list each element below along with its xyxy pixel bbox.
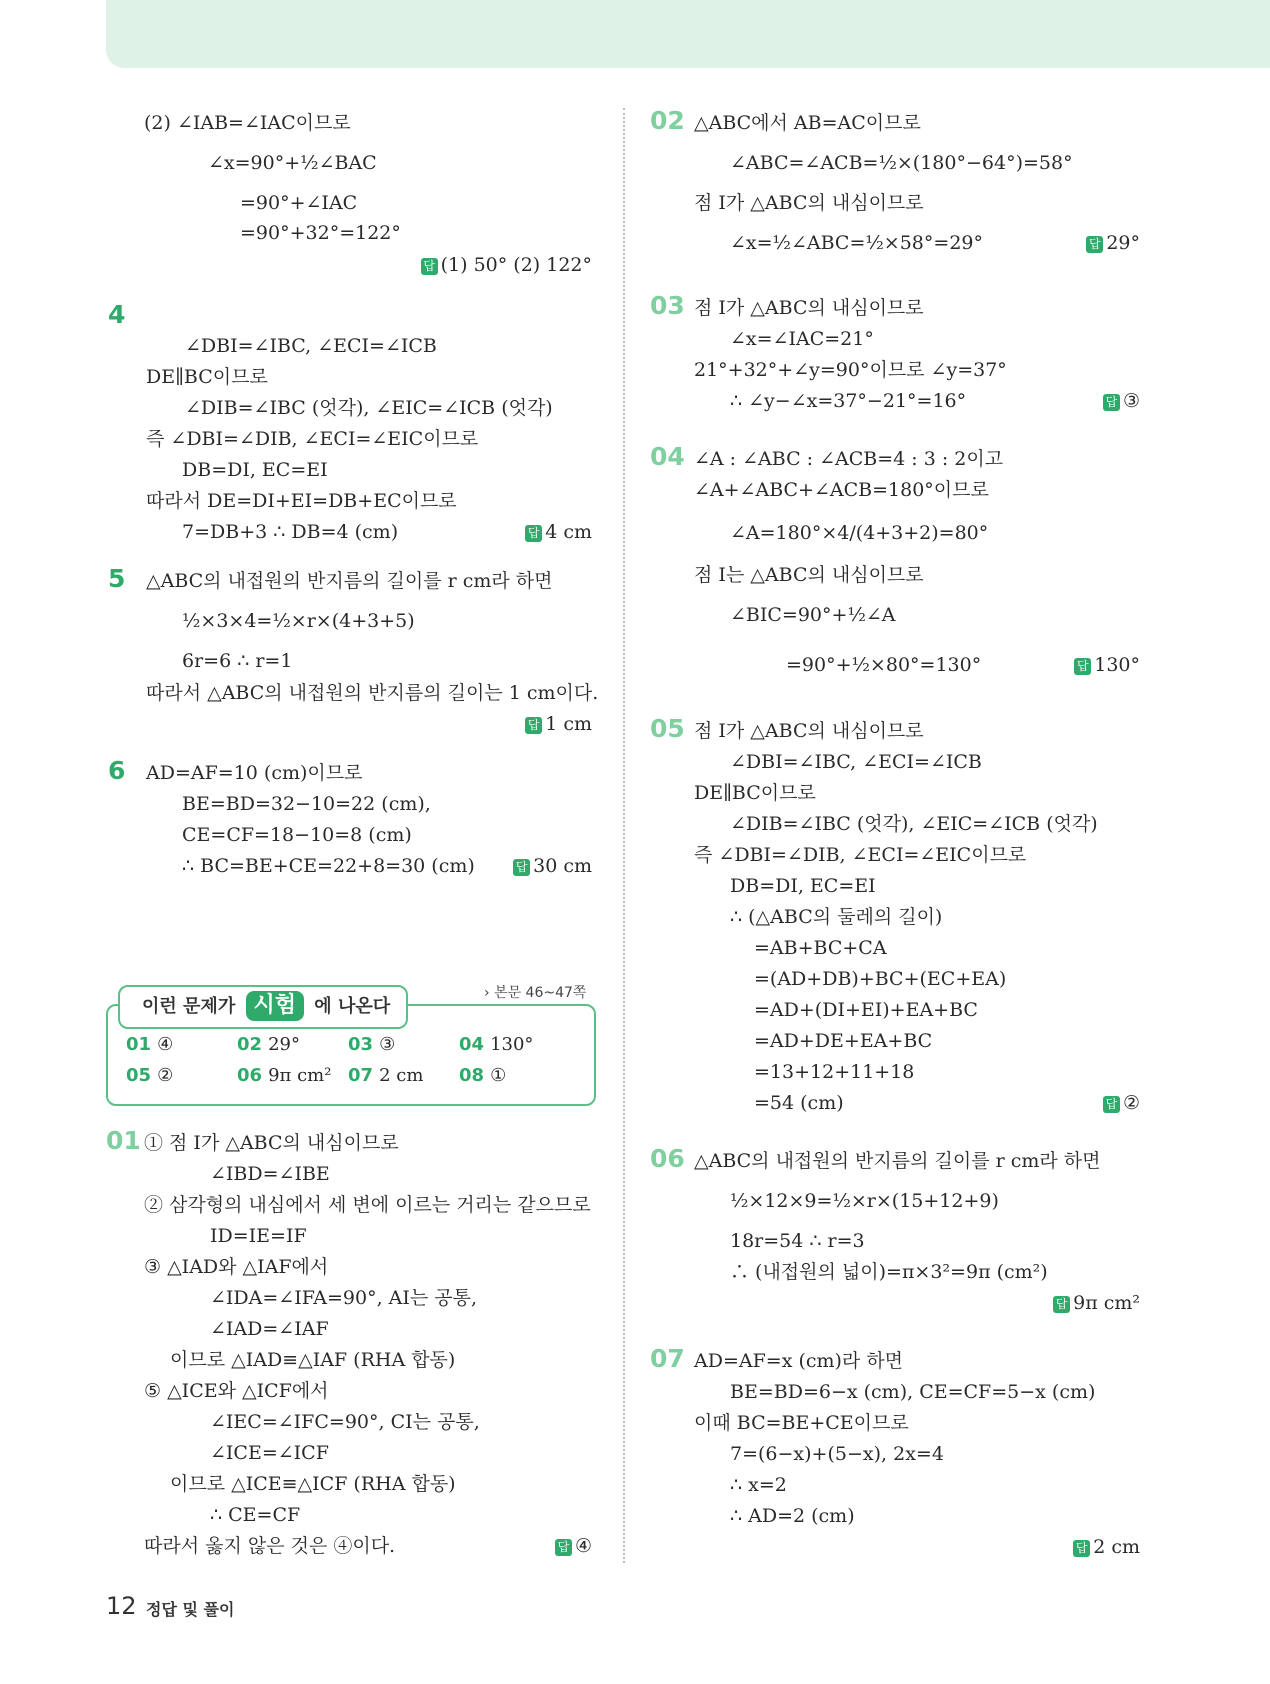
solution-line: 21°+32°+∠y=90°이므로 ∠y=37°	[694, 359, 1007, 381]
solution-line: BE=BD=6−x (cm), CE=CF=5−x (cm)	[730, 1381, 1096, 1403]
solution-line: ∴ BC=BE+CE=22+8=30 (cm)	[182, 855, 475, 877]
solution-line: ∠BIC=90°+½∠A	[730, 604, 896, 626]
answer-label	[1103, 388, 1140, 414]
solution-line: 이므로 △ICE≡△ICF (RHA 합동)	[170, 1473, 456, 1495]
test-answer-number: 07	[348, 1065, 374, 1086]
answer-icon: 답	[1074, 658, 1091, 675]
problem-number: 05	[650, 714, 685, 743]
answer-icon: 답	[1086, 236, 1103, 253]
solution-line: 즉 ∠DBI=∠DIB, ∠ECI=∠EIC이므로	[146, 428, 479, 450]
solution-line: =AB+BC+CA	[754, 937, 887, 959]
solution-line: ∠A+∠ABC+∠ACB=180°이므로	[694, 479, 989, 501]
answer-text: ④	[574, 1535, 592, 1557]
test-answer-cell	[348, 1065, 423, 1086]
solution-line: ∠IEC=∠IFC=90°, CI는 공통,	[210, 1411, 480, 1433]
solution-line: ∠x=90°+½∠BAC	[208, 152, 377, 174]
column-divider	[623, 108, 625, 1563]
answer-text: (1) 50° (2) 122°	[440, 254, 592, 276]
solution-line: =54 (cm)	[754, 1092, 844, 1114]
test-answer-cell	[237, 1034, 300, 1055]
answer-text: ③	[1122, 390, 1140, 412]
answer-text: 1 cm	[545, 713, 592, 735]
problem-number: 5	[108, 564, 126, 593]
solution-line: ∴ (내접원의 넓이)=π×3²=9π (cm²)	[730, 1261, 1048, 1283]
solution-line: ∴ AD=2 (cm)	[730, 1505, 855, 1527]
answer-icon: 답	[1053, 1296, 1070, 1313]
solution-line: ∠x=½∠ABC=½×58°=29°	[730, 232, 983, 254]
test-answer-cell	[348, 1034, 395, 1055]
solution-line: ∴ CE=CF	[210, 1504, 301, 1526]
problem-number: 04	[650, 442, 685, 471]
solution-line: 즉 ∠DBI=∠DIB, ∠ECI=∠EIC이므로	[694, 844, 1027, 866]
answer-icon: 답	[555, 1539, 572, 1556]
answer-label	[1086, 230, 1140, 256]
problem-number: 01	[106, 1126, 141, 1155]
solution-line: (2) ∠IAB=∠IAC이므로	[144, 112, 351, 134]
answer-label	[525, 519, 592, 545]
problem-number: 06	[650, 1144, 685, 1173]
answer-text: 9π cm²	[1073, 1292, 1140, 1314]
solution-line: ∠IBD=∠IBE	[210, 1163, 330, 1185]
answer-icon: 답	[525, 717, 542, 734]
test-title-highlight: 시험	[246, 991, 305, 1021]
solution-line: 7=DB+3 ∴ DB=4 (cm)	[182, 521, 399, 543]
problem-number: 02	[650, 106, 685, 135]
solution-line: DE∥BC이므로	[694, 782, 816, 804]
solution-line: ∠IAD=∠IAF	[210, 1318, 329, 1340]
answer-label	[555, 1533, 592, 1559]
solution-line: AD=AF=10 (cm)이므로	[146, 762, 363, 784]
answer-icon: 답	[421, 258, 438, 275]
solution-line: 18r=54 ∴ r=3	[730, 1230, 865, 1252]
problem-number: 6	[108, 756, 126, 785]
solution-line: 점 I는 △ABC의 내심이므로	[694, 564, 924, 586]
answer-icon: 답	[513, 859, 530, 876]
solution-line: ∠DIB=∠IBC (엇각), ∠EIC=∠ICB (엇각)	[185, 397, 553, 419]
test-box-title	[118, 985, 408, 1029]
answer-label	[1103, 1090, 1140, 1116]
solution-line: ⑤ △ICE와 △ICF에서	[144, 1380, 329, 1402]
solution-line: ∠ICE=∠ICF	[210, 1442, 329, 1464]
solution-line: =90°+½×80°=130°	[786, 654, 982, 676]
solution-line: ① 점 I가 △ABC의 내심이므로	[144, 1132, 399, 1154]
solution-line: DE∥BC이므로	[146, 366, 268, 388]
answer-icon: 답	[1103, 1096, 1120, 1113]
answer-text: 30 cm	[533, 855, 592, 877]
test-title-pre: 이런 문제가	[142, 996, 236, 1017]
answer-text: 130°	[1094, 654, 1140, 676]
answer-label	[525, 711, 592, 737]
test-answer-value: 130°	[490, 1034, 534, 1055]
solution-line: ③ △IAD와 △IAF에서	[144, 1256, 329, 1278]
answer-label	[1053, 1290, 1140, 1316]
solution-line: △ABC의 내접원의 반지름의 길이를 r cm라 하면	[146, 570, 553, 592]
footer-label: 정답 및 풀이	[146, 1600, 235, 1619]
top-banner	[106, 0, 1270, 68]
solution-line: 따라서 DE=DI+EI=DB+EC이므로	[146, 490, 457, 512]
solution-line: ID=IE=IF	[210, 1225, 307, 1247]
solution-line: ② 삼각형의 내심에서 세 변에 이르는 거리는 같으므로	[144, 1194, 591, 1216]
answer-text: ②	[1122, 1092, 1140, 1114]
answer-text: 29°	[1106, 232, 1140, 254]
test-answer-cell	[459, 1034, 533, 1055]
test-answer-value: 9π cm²	[268, 1065, 332, 1086]
answer-label	[421, 252, 592, 278]
problem-number: 4	[108, 300, 126, 329]
answer-icon: 답	[1103, 394, 1120, 411]
problem-number: 03	[650, 291, 685, 320]
test-answer-number: 01	[126, 1034, 152, 1055]
solution-line: ∴ x=2	[730, 1474, 787, 1496]
page-number: 12	[106, 1592, 137, 1620]
test-ref-text: 본문 46~47쪽	[494, 985, 587, 1001]
test-answer-value: 29°	[268, 1034, 300, 1055]
test-answer-value: ③	[379, 1034, 396, 1055]
solution-line: BE=BD=32−10=22 (cm),	[182, 793, 431, 815]
test-answer-cell	[126, 1034, 173, 1055]
solution-line: 점 I가 △ABC의 내심이므로	[694, 297, 924, 319]
solution-line: =(AD+DB)+BC+(EC+EA)	[754, 968, 1007, 990]
test-answer-number: 04	[459, 1034, 485, 1055]
solution-line: ∠DIB=∠IBC (엇각), ∠EIC=∠ICB (엇각)	[730, 813, 1098, 835]
test-answer-number: 05	[126, 1065, 152, 1086]
answer-label	[1073, 1534, 1140, 1560]
solution-line: ∴ ∠y−∠x=37°−21°=16°	[730, 390, 967, 412]
solution-line: △ABC의 내접원의 반지름의 길이를 r cm라 하면	[694, 1150, 1101, 1172]
solution-line: ∠A : ∠ABC : ∠ACB=4 : 3 : 2이고	[694, 448, 1004, 470]
solution-line: DB=DI, EC=EI	[730, 875, 876, 897]
answer-text: 2 cm	[1093, 1536, 1140, 1558]
solution-line: ∠IDA=∠IFA=90°, AI는 공통,	[210, 1287, 478, 1309]
test-answer-number: 02	[237, 1034, 263, 1055]
test-answer-value: ②	[157, 1065, 174, 1086]
solution-line: ∠x=∠IAC=21°	[730, 328, 874, 350]
answer-icon: 답	[525, 525, 542, 542]
answer-label	[1074, 652, 1140, 678]
test-answer-value: ①	[490, 1065, 507, 1086]
solution-line: 따라서 옳지 않은 것은 ④이다.	[144, 1535, 396, 1557]
solution-line: 7=(6−x)+(5−x), 2x=4	[730, 1443, 944, 1465]
chevron-right-icon: ›	[484, 985, 490, 1001]
solution-line: 이때 BC=BE+CE이므로	[694, 1412, 909, 1434]
solution-line: ∠A=180°×4/(4+3+2)=80°	[730, 522, 989, 544]
solution-line: =AD+DE+EA+BC	[754, 1030, 933, 1052]
solution-line: =AD+(DI+EI)+EA+BC	[754, 999, 978, 1021]
solution-line: =90°+32°=122°	[240, 222, 401, 244]
solution-line: DB=DI, EC=EI	[182, 459, 328, 481]
solution-line: 6r=6 ∴ r=1	[182, 650, 293, 672]
solution-line: △ABC에서 AB=AC이므로	[694, 112, 921, 134]
solution-line: ∠ABC=∠ACB=½×(180°−64°)=58°	[730, 152, 1073, 174]
solution-line: ∠DBI=∠IBC, ∠ECI=∠ICB	[730, 751, 982, 773]
test-page-reference	[484, 982, 586, 1002]
answer-label	[513, 853, 592, 879]
problem-number: 07	[650, 1344, 685, 1373]
solution-line: 따라서 △ABC의 내접원의 반지름의 길이는 1 cm이다.	[146, 682, 599, 704]
solution-line: CE=CF=18−10=8 (cm)	[182, 824, 412, 846]
solution-line: AD=AF=x (cm)라 하면	[694, 1350, 904, 1372]
answer-text: 4 cm	[545, 521, 592, 543]
solution-line: 점 I가 △ABC의 내심이므로	[694, 192, 924, 214]
test-answer-number: 06	[237, 1065, 263, 1086]
test-answer-number: 03	[348, 1034, 374, 1055]
solution-line: 이므로 △IAD≡△IAF (RHA 합동)	[170, 1349, 456, 1371]
test-answer-value: 2 cm	[379, 1065, 424, 1086]
solution-line: ½×3×4=½×r×(4+3+5)	[182, 610, 415, 632]
solution-line: ∠DBI=∠IBC, ∠ECI=∠ICB	[185, 335, 437, 357]
test-answer-cell	[459, 1065, 506, 1086]
solution-line: 점 I가 △ABC의 내심이므로	[694, 720, 924, 742]
test-answer-value: ④	[157, 1034, 174, 1055]
solution-line: =13+12+11+18	[754, 1061, 915, 1083]
test-answer-number: 08	[459, 1065, 485, 1086]
test-answer-cell	[126, 1065, 173, 1086]
test-answer-cell	[237, 1065, 331, 1086]
solution-line: ∴ (△ABC의 둘레의 길이)	[730, 906, 943, 928]
solution-line: ½×12×9=½×r×(15+12+9)	[730, 1190, 999, 1212]
test-title-post: 에 나온다	[314, 996, 391, 1017]
solution-line: =90°+∠IAC	[240, 192, 358, 214]
answer-icon: 답	[1073, 1540, 1090, 1557]
